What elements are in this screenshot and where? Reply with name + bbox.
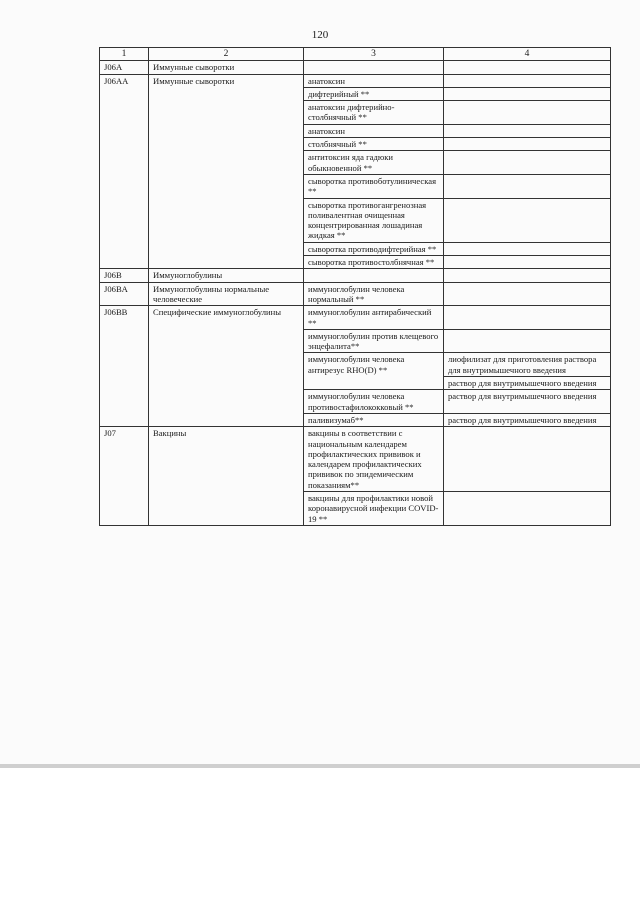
dosage-form-empty bbox=[444, 491, 611, 525]
drug-name-empty bbox=[304, 269, 444, 282]
drug-name: сыворотка противогангренозная поливалентная очищенная концентрированная лошадиная жидкая ** bbox=[304, 198, 444, 242]
atc-code: J06AA bbox=[100, 74, 149, 269]
drug-list-table bbox=[99, 47, 611, 526]
drug-name: сыворотка противоботулиническая ** bbox=[304, 174, 444, 198]
drug-name: иммуноглобулин человека нормальный ** bbox=[304, 282, 444, 306]
dosage-form-empty bbox=[444, 242, 611, 255]
group-name: Иммунные сыворотки bbox=[149, 74, 304, 269]
drug-row bbox=[100, 427, 611, 492]
drug-name: анатоксин bbox=[304, 124, 444, 137]
dosage-form-empty bbox=[444, 269, 611, 282]
group-name: Иммунные сыворотки bbox=[149, 61, 304, 74]
dosage-form-empty bbox=[444, 138, 611, 151]
dosage-form-empty bbox=[444, 61, 611, 74]
drug-name: иммуноглобулин человека антирезус RHO(D) ** bbox=[304, 353, 444, 390]
drug-name: иммуноглобулин антирабический ** bbox=[304, 306, 444, 330]
column-number: 2 bbox=[149, 48, 304, 61]
dosage-form-empty bbox=[444, 282, 611, 306]
atc-code: J06B bbox=[100, 269, 149, 282]
group-row bbox=[100, 61, 611, 74]
drug-name: анатоксин bbox=[304, 74, 444, 87]
column-number: 3 bbox=[304, 48, 444, 61]
dosage-form-empty bbox=[444, 101, 611, 125]
drug-name: вакцины для профилактики новой коронавирусной инфекции COVID-19 ** bbox=[304, 491, 444, 525]
dosage-form-empty bbox=[444, 74, 611, 87]
dosage-form: раствор для внутримышечного введения bbox=[444, 413, 611, 426]
dosage-form-empty bbox=[444, 256, 611, 269]
drug-row bbox=[100, 306, 611, 330]
column-number: 1 bbox=[100, 48, 149, 61]
group-name: Иммуноглобулины bbox=[149, 269, 304, 282]
group-name: Специфические иммуноглобулины bbox=[149, 306, 304, 427]
atc-code: J06BB bbox=[100, 306, 149, 427]
column-number-row bbox=[100, 48, 611, 61]
group-name: Иммуноглобулины нормальные человеческие bbox=[149, 282, 304, 306]
dosage-form-empty bbox=[444, 151, 611, 175]
group-name: Вакцины bbox=[149, 427, 304, 526]
dosage-form-empty bbox=[444, 87, 611, 100]
atc-code: J06A bbox=[100, 61, 149, 74]
drug-row bbox=[100, 74, 611, 87]
drug-name: дифтерийный ** bbox=[304, 87, 444, 100]
drug-name: иммуноглобулин человека противостафилококковый ** bbox=[304, 390, 444, 414]
drug-name: паливизумаб** bbox=[304, 413, 444, 426]
dosage-form-empty bbox=[444, 174, 611, 198]
dosage-form: раствор для внутримышечного введения bbox=[444, 390, 611, 414]
dosage-form-empty bbox=[444, 198, 611, 242]
dosage-form-empty bbox=[444, 124, 611, 137]
drug-row bbox=[100, 282, 611, 306]
drug-name: столбнячный ** bbox=[304, 138, 444, 151]
column-number: 4 bbox=[444, 48, 611, 61]
drug-name: иммуноглобулин против клещевого энцефалита** bbox=[304, 329, 444, 353]
atc-code: J07 bbox=[100, 427, 149, 526]
dosage-form-empty bbox=[444, 427, 611, 492]
drug-name: сыворотка противостолбнячная ** bbox=[304, 256, 444, 269]
page-number: 120 bbox=[311, 29, 329, 41]
dosage-form-empty bbox=[444, 306, 611, 330]
drug-name: вакцины в соответствии с национальным календарем профилактических прививок и календарем профилактических прививок по эпидемическим показаниям** bbox=[304, 427, 444, 492]
drug-name: антитоксин яда гадюки обыкновенной ** bbox=[304, 151, 444, 175]
drug-name: сыворотка противодифтерийная ** bbox=[304, 242, 444, 255]
dosage-form-empty bbox=[444, 329, 611, 353]
drug-name-empty bbox=[304, 61, 444, 74]
dosage-form: раствор для внутримышечного введения bbox=[444, 377, 611, 390]
page-edge bbox=[0, 764, 640, 768]
atc-code: J06BA bbox=[100, 282, 149, 306]
group-row bbox=[100, 269, 611, 282]
drug-name: анатоксин дифтерийно-столбнячный ** bbox=[304, 101, 444, 125]
dosage-form: лиофилизат для приготовления раствора для внутримышечного введения bbox=[444, 353, 611, 377]
